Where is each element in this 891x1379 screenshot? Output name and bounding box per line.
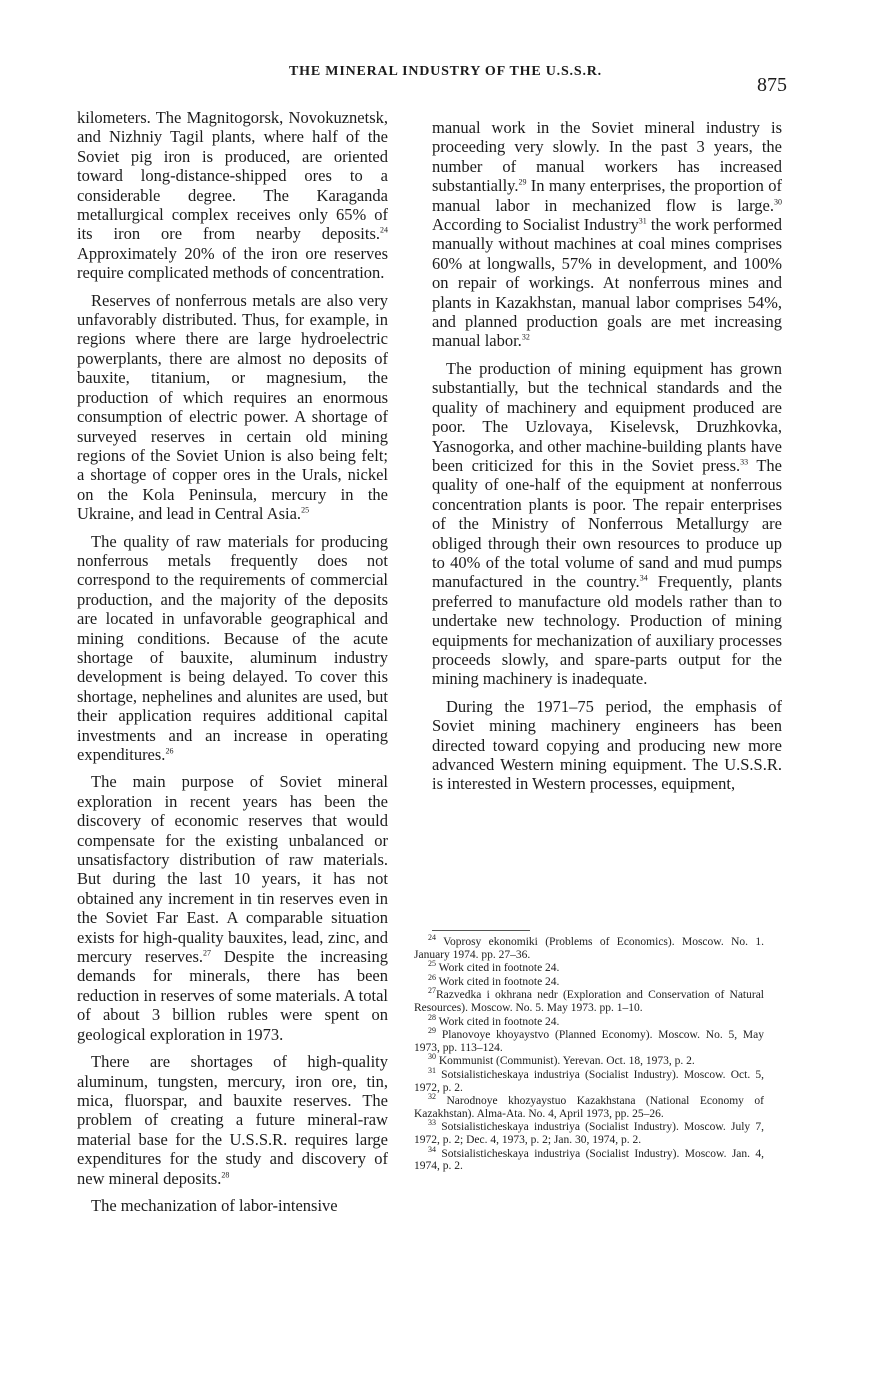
running-title: THE MINERAL INDUSTRY OF THE U.S.S.R.	[289, 64, 602, 79]
paragraph: The quality of raw materials for producing nonferrous metals frequently does not correspond to the requirements of commercial production, and the majority of the deposits are located in unfavorable geographical and mining conditions. Because of the acute shortage of bauxite, aluminum industry development is being delayed. To cover this shortage, nephelines and alunites are used, but their application requires additional capital investments and an increase in operating expenditures.$^{26}$	[77, 531, 388, 764]
footnote-ref: 32	[521, 332, 530, 342]
footnote-ref: 31	[638, 216, 647, 226]
footnote-ref: 26	[165, 746, 174, 756]
footnotes	[414, 933, 765, 1174]
footnote: $^{33}$ Sotsialisticheskaya industriya (Socialist Industry). Moscow. July 7, 1972, p. 2; Dec. 4, 1973, p. 2; Jan. 30, 1974, p. 2.	[414, 1118, 765, 1146]
footnote: $^{34}$ Sotsialisticheskaya industriya (Socialist Industry). Moscow. Jan. 4, 1974, p. 2.	[414, 1144, 764, 1173]
footnote: $^{30}$ Kommunist (Communist). Yerevan. Oct. 18, 1973, p. 2.	[428, 1052, 695, 1068]
footnote-ref: 27	[203, 948, 212, 958]
paragraph: manual work in the Soviet mineral industry is proceeding very slowly. In the past 3 years, the number of manual workers has increased substantially.$^{29}$ In many enterprises, the proportion of manual labor in mechanized flow is large.$^{30}$ According to Socialist Industry$^{31}$ the work performed manually without machines at coal mines comprises 60% at longwalls, 57% in development, and 100% on repair of workings. At nonferrous mines and plants in Kazakhstan, manual labor comprises 54%, and planned production goals are met increasing manual labor.$^{32}$	[432, 118, 782, 351]
paragraph: The production of mining equipment has grown substantially, but the technical standards and the quality of machinery and equipment produced are poor. The Uzlovaya, Kiselevsk, Druzhkovka, Yasnogorka, and other machine-building plants have been criticized for this in the Soviet press.$^{33}$ The quality of one-half of the equipment at nonferrous concentration plants is poor. The repair enterprises of the Ministry of Nonferrous Metallurgy are obliged through their own resources to produce up to 40% of the total volume of sand and mud pumps manufactured in the country.$^{34}$ Frequently, plants preferred to manufacture old models rather than to undertake new technology. Production of mining equipments for mechanization of auxiliary processes proceeds slowly, and spare-parts output for the mining machinery is inadequate.	[432, 358, 782, 689]
paragraph: The main purpose of Soviet mineral exploration in recent years has been the discovery of economic reserves that would compensate for the existing unbalanced or unsatisfactory distribution of raw materials. But during the last 10 years, it has not obtained any increment in tin reserves even in the Soviet Far East. A comparable situation exists for high-quality bauxites, lead, zinc, and mercury reserves.$^{27}$ Despite the increasing demands for minerals, there has been reduction in reserves of some materials. A total of about 3 billion rubles were spent on geological exploration in 1973.	[77, 772, 388, 1044]
footnote: $^{25}$ Work cited in footnote 24.	[428, 959, 560, 975]
footnote: $^{24}$ Voprosy ekonomiki (Problems of Economics). Moscow. No. 1. January 1974. pp. 27–36.	[414, 933, 764, 961]
left-column	[77, 108, 388, 1223]
right-column	[432, 118, 782, 802]
page-number: 875	[757, 74, 787, 96]
footnote: $^{28}$ Work cited in footnote 24.	[428, 1012, 560, 1028]
paragraph: Reserves of nonferrous metals are also very unfavorably distributed. Thus, for example, in regions where there are large hydroelectric powerplants, there are almost no deposits of bauxite, titanium, or magnesium, the production of which requires an enormous consumption of electric power. A shortage of surveyed reserves in certain old mining regions of the Soviet Union is also being felt; a shortage of copper ores in the Urals, nickel on the Kola Peninsula, mercury in the Ukraine, and lead in Central Asia.$^{25}$	[77, 290, 388, 524]
footnote-ref: 25	[301, 505, 310, 515]
paragraph: The mechanization of labor-intensive	[91, 1195, 338, 1215]
footnote-ref: 30	[774, 197, 782, 207]
footnote: $^{29}$ Planovoye khoyaystvo (Planned Economy). Moscow. No. 5, May 1973, pp. 113–124.	[414, 1026, 765, 1054]
footnote: $^{32}$ Narodnoye khozyaystuo Kazakhstana (National Economy of Kazakhstan). Alma-Ata. No. 4, April 1973, pp. 25–26.	[414, 1092, 764, 1120]
paragraph: There are shortages of high-quality aluminum, tungsten, mercury, iron ore, tin, mica, fluorspar, and bauxite reserves. The problem of creating a future mineral-raw material base for the U.S.S.R. requires large expenditures for the study and discovery of new mineral deposits.$^{28}$	[77, 1052, 388, 1188]
footnote-ref: 28	[221, 1170, 230, 1180]
footnote: $^{26}$ Work cited in footnote 24.	[428, 972, 560, 988]
footnote-ref: 34	[639, 573, 648, 583]
footnote-ref: 29	[518, 177, 527, 187]
footnote: $^{31}$ Sotsialisticheskaya industriya (Socialist Industry). Moscow. Oct. 5, 1972, p. 2.	[414, 1066, 765, 1094]
paragraph: kilometers. The Magnitogorsk, Novokuznetsk, and Nizhniy Tagil plants, where half of the Soviet pig iron is produced, are oriented toward long-distance-shipped ores to a considerable degree. The Karaganda metallurgical complex receives only 65% of its iron ore from nearby deposits.$^{24}$ Approximately 20% of the iron ore reserves require complicated methods of concentration.	[77, 108, 388, 283]
footnote: $^{27}$Razvedka i okhrana nedr (Exploration and Conservation of Natural Resources). Moscow. No. 5. May 1973. pp. 1–10.	[414, 986, 764, 1014]
footnote-ref: 33	[740, 457, 749, 467]
paragraph: During the 1971–75 period, the emphasis of Soviet mining machinery engineers has been directed toward copying and producing new more advanced Western mining equipment. The U.S.S.R. is interested in Western processes, equipment,	[432, 696, 782, 794]
footnote-ref: 24	[380, 225, 388, 235]
footnote-rule	[432, 930, 530, 931]
